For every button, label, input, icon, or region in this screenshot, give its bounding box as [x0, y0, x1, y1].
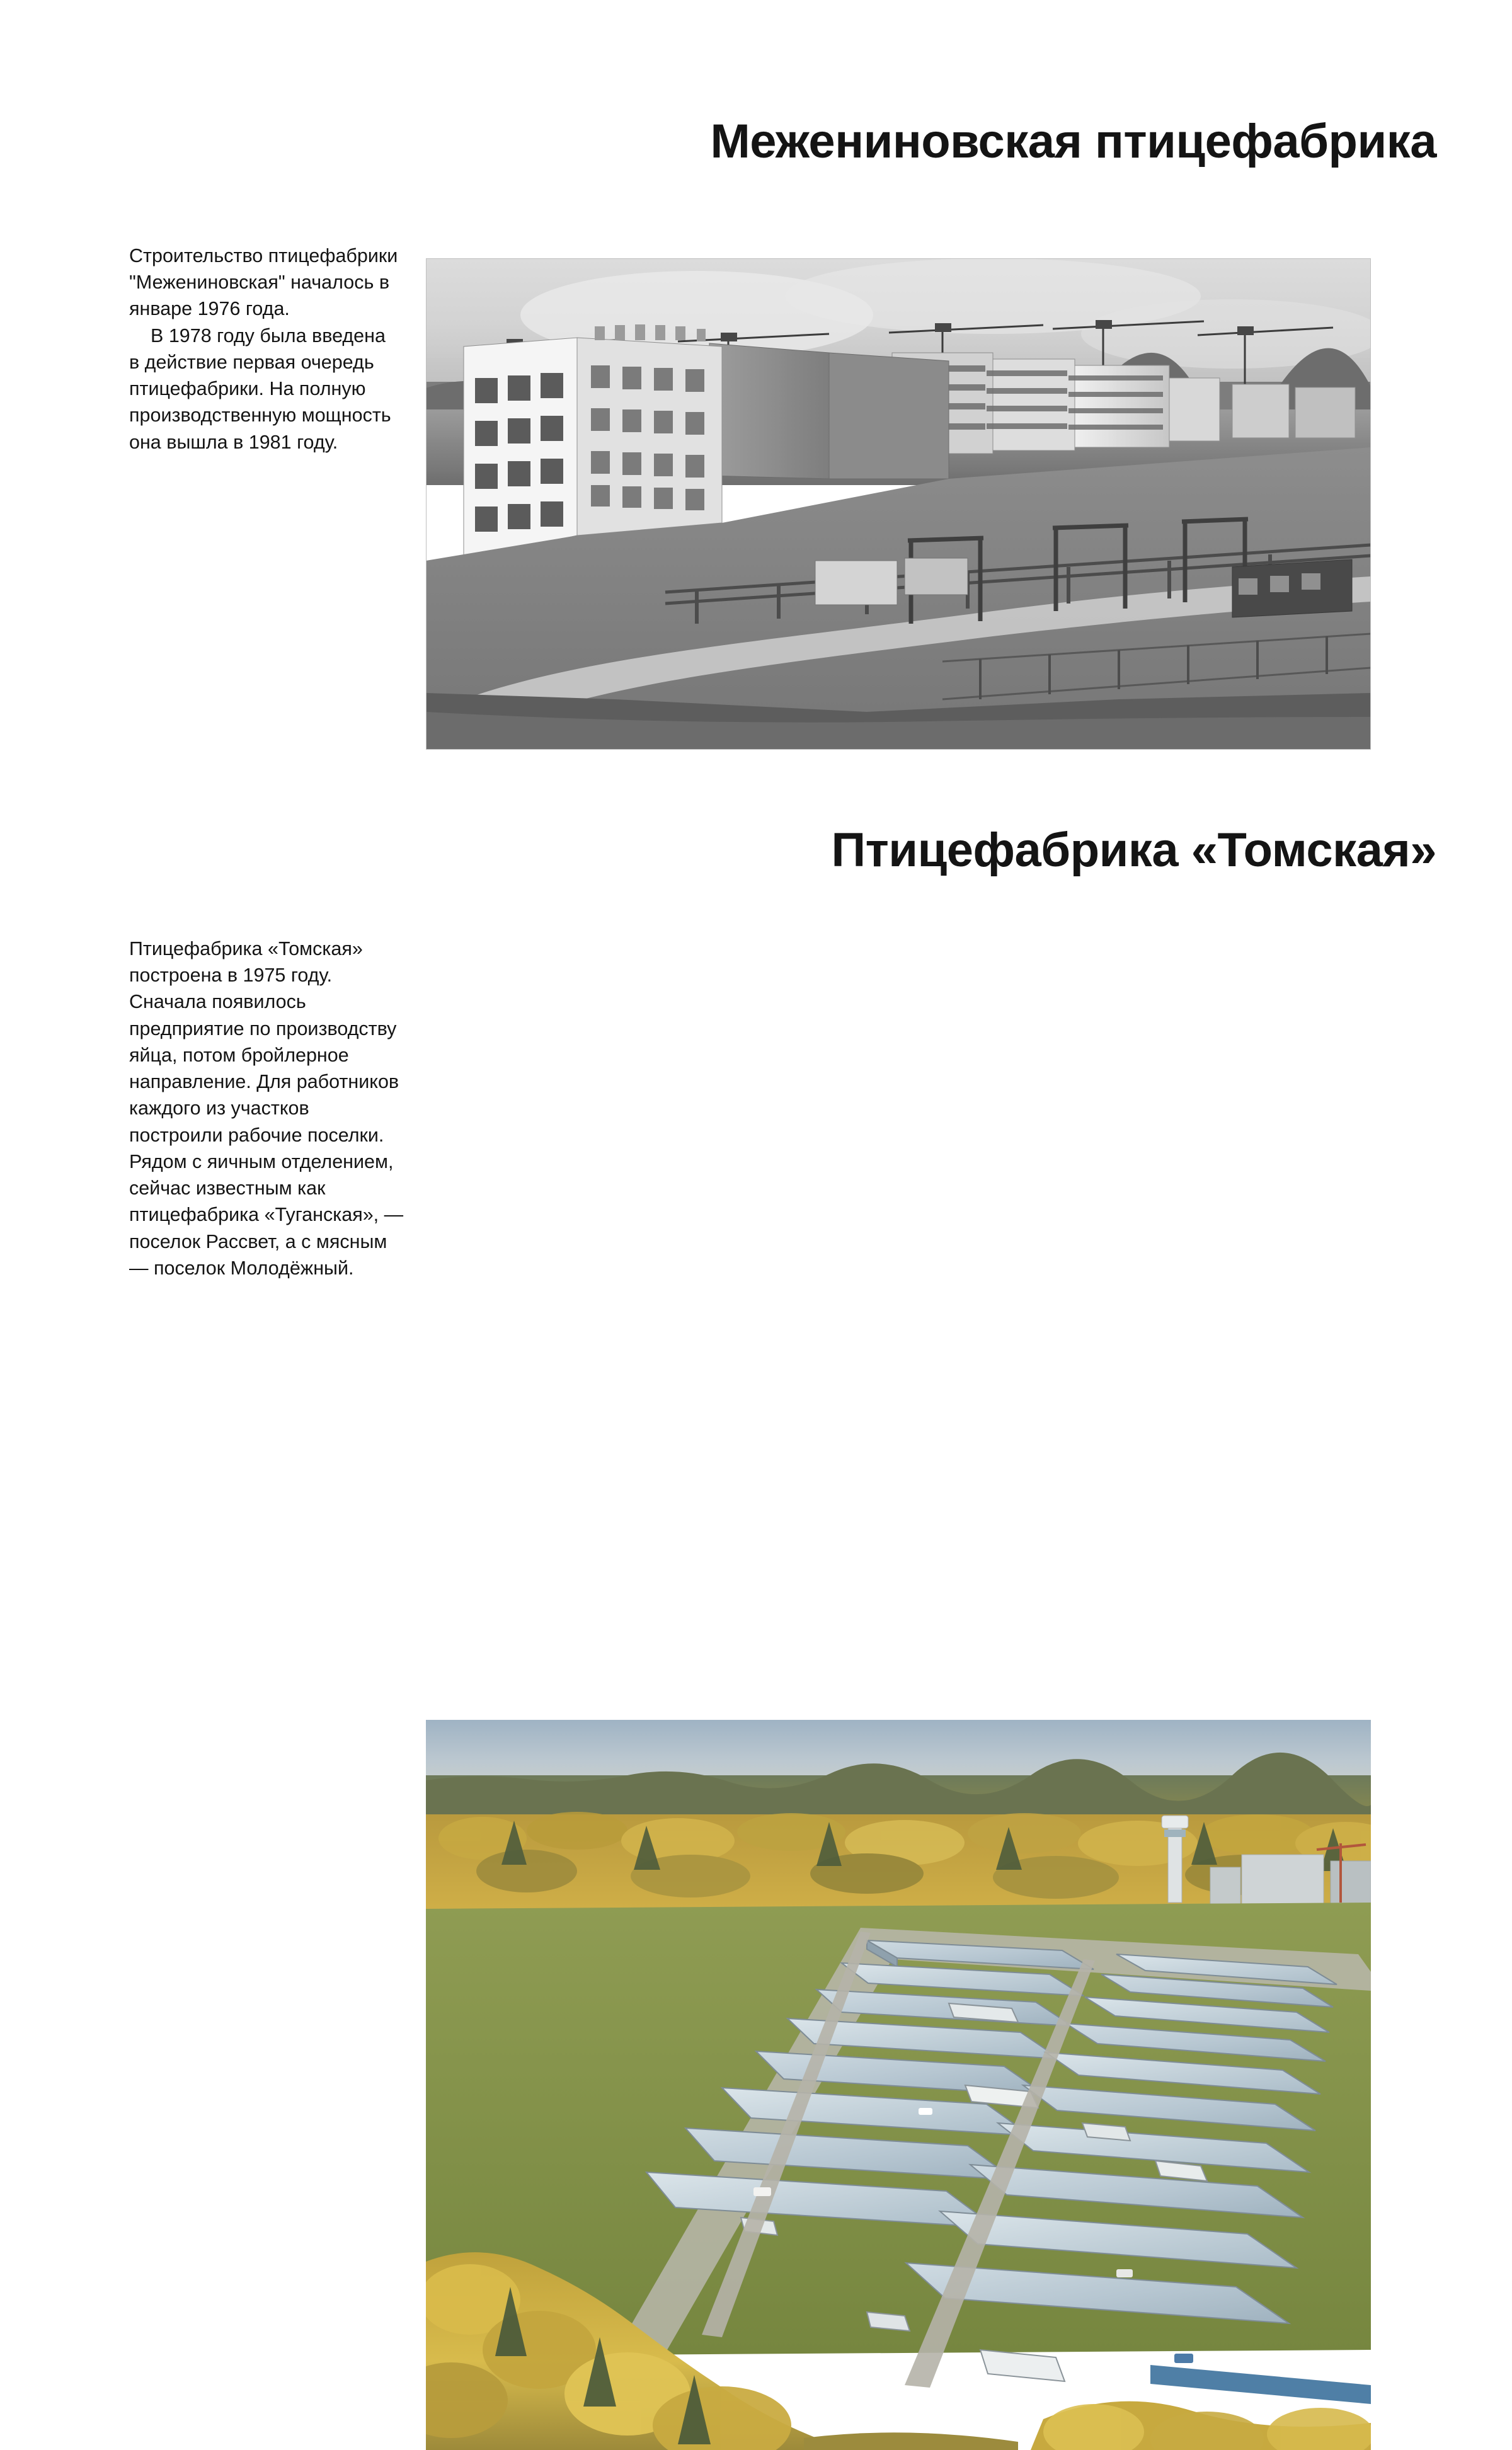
page-title-mezheninovskaya: Межениновская птицефабрика [710, 115, 1436, 168]
page-title-tomskaya: Птицефабрика «Томская» [831, 823, 1436, 877]
caption-mezheninovskaya [129, 243, 400, 455]
caption-tomskaya [129, 936, 406, 1281]
poultry-factory-aerial-photo [426, 1720, 1371, 2450]
caption-paragraph: В 1978 году была введена в действие первая очередь птицефабрики. На полную производственную мощность она вышла в 1981 году. [129, 324, 391, 453]
poultry-factory-construction-photo [426, 258, 1371, 750]
caption-paragraph: Птицефабрика «Томская» построена в 1975 году. Сначала появилось предприятие по производству яйца, потом бройлерное направление. Для работников каждого из участков построили рабочие поселки. Рядом с яичным отделением, сейчас известным как птицефабрика «Туганская», — поселок Рассвет, а с мясным — поселок Молодёжный. [129, 938, 404, 1279]
caption-paragraph: Строительство птицефабрики "Межениновская" началось в январе 1976 года. [129, 245, 398, 320]
